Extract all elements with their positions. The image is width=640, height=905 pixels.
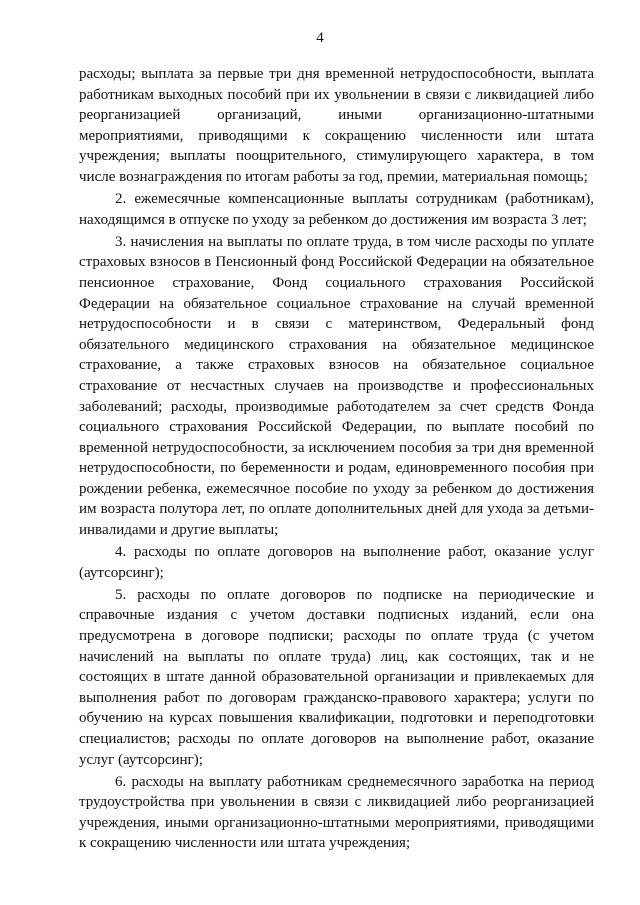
paragraph-item-2: 2. ежемесячные компенсационные выплаты сотрудникам (работникам), находящимся в отпуске по уходу за ребенком до достижения им возраста 3 лет; xyxy=(79,191,594,228)
page-number: 4 xyxy=(316,30,324,46)
paragraph-item-3: 3. начисления на выплаты по оплате труда, в том числе расходы по уплате страховых взносов в Пенсионный фонд Российской Федерации на обязательное пенсионное страхование, Фонд социального страхования Российской Федерации на обязательное социальное страхование на случай временной нетрудоспособности и в связи с материнством, Федеральный фонд обязательного медицинского страхования на обязательное медицинское страхование, а также страховых взносов на обязательное социальное страхование от несчастных случаев на производстве и профессиональных заболеваний; расходы, производимые работодателем за счет средств Фонда социального страхования Российской Федерации, по выплате пособий по временной нетрудоспособности, за исключением пособия за три дня временной нетрудоспособности, по беременности и родам, единовременного пособия при рождении ребенка, ежемесячное пособие по уходу за ребенком до достижения им возраста полутора лет, по оплате дополнительных дней для ухода за детьми-инвалидами и другие выплаты; xyxy=(79,233,594,539)
paragraph-item-5: 5. расходы по оплате договоров по подписке на периодические и справочные издания с учетом доставки подписных изданий, если она предусмотрена в договоре подписки; расходы по оплате труда (с учетом начислений на выплаты по оплате труда) лиц, как состоящих, так и не состоящих в штате данной образовательной организации и привлекаемых для выполнения работ по договорам гражданско-правового характера; услуги по обучению на курсах повышения квалификации, подготовки и переподготовки специалистов; расходы по оплате договоров на выполнение работ, оказание услуг (аутсорсинг); xyxy=(79,586,594,768)
paragraph-continuation: расходы; выплата за первые три дня временной нетрудоспособности, выплата работникам выходных пособий при их увольнении в связи с ликвидацией либо реорганизацией организаций, иными организационно-штатными мероприятиями, приводящими к сокращению численности или штата учреждения; выплаты поощрительного, стимулирующего характера, в том числе вознаграждения по итогам работы за год, премии, материальная помощь; xyxy=(79,66,594,185)
paragraph-item-6: 6. расходы на выплату работникам среднемесячного заработка на период трудоустройства при увольнении в связи с ликвидацией либо реорганизацией учреждения, иными организационно-штатными мероприятиями, приводящими к сокращению численности или штата учреждения; xyxy=(79,773,594,852)
paragraph-item-4: 4. расходы по оплате договоров на выполнение работ, оказание услуг (аутсорсинг); xyxy=(79,544,594,581)
document-body xyxy=(79,64,594,856)
